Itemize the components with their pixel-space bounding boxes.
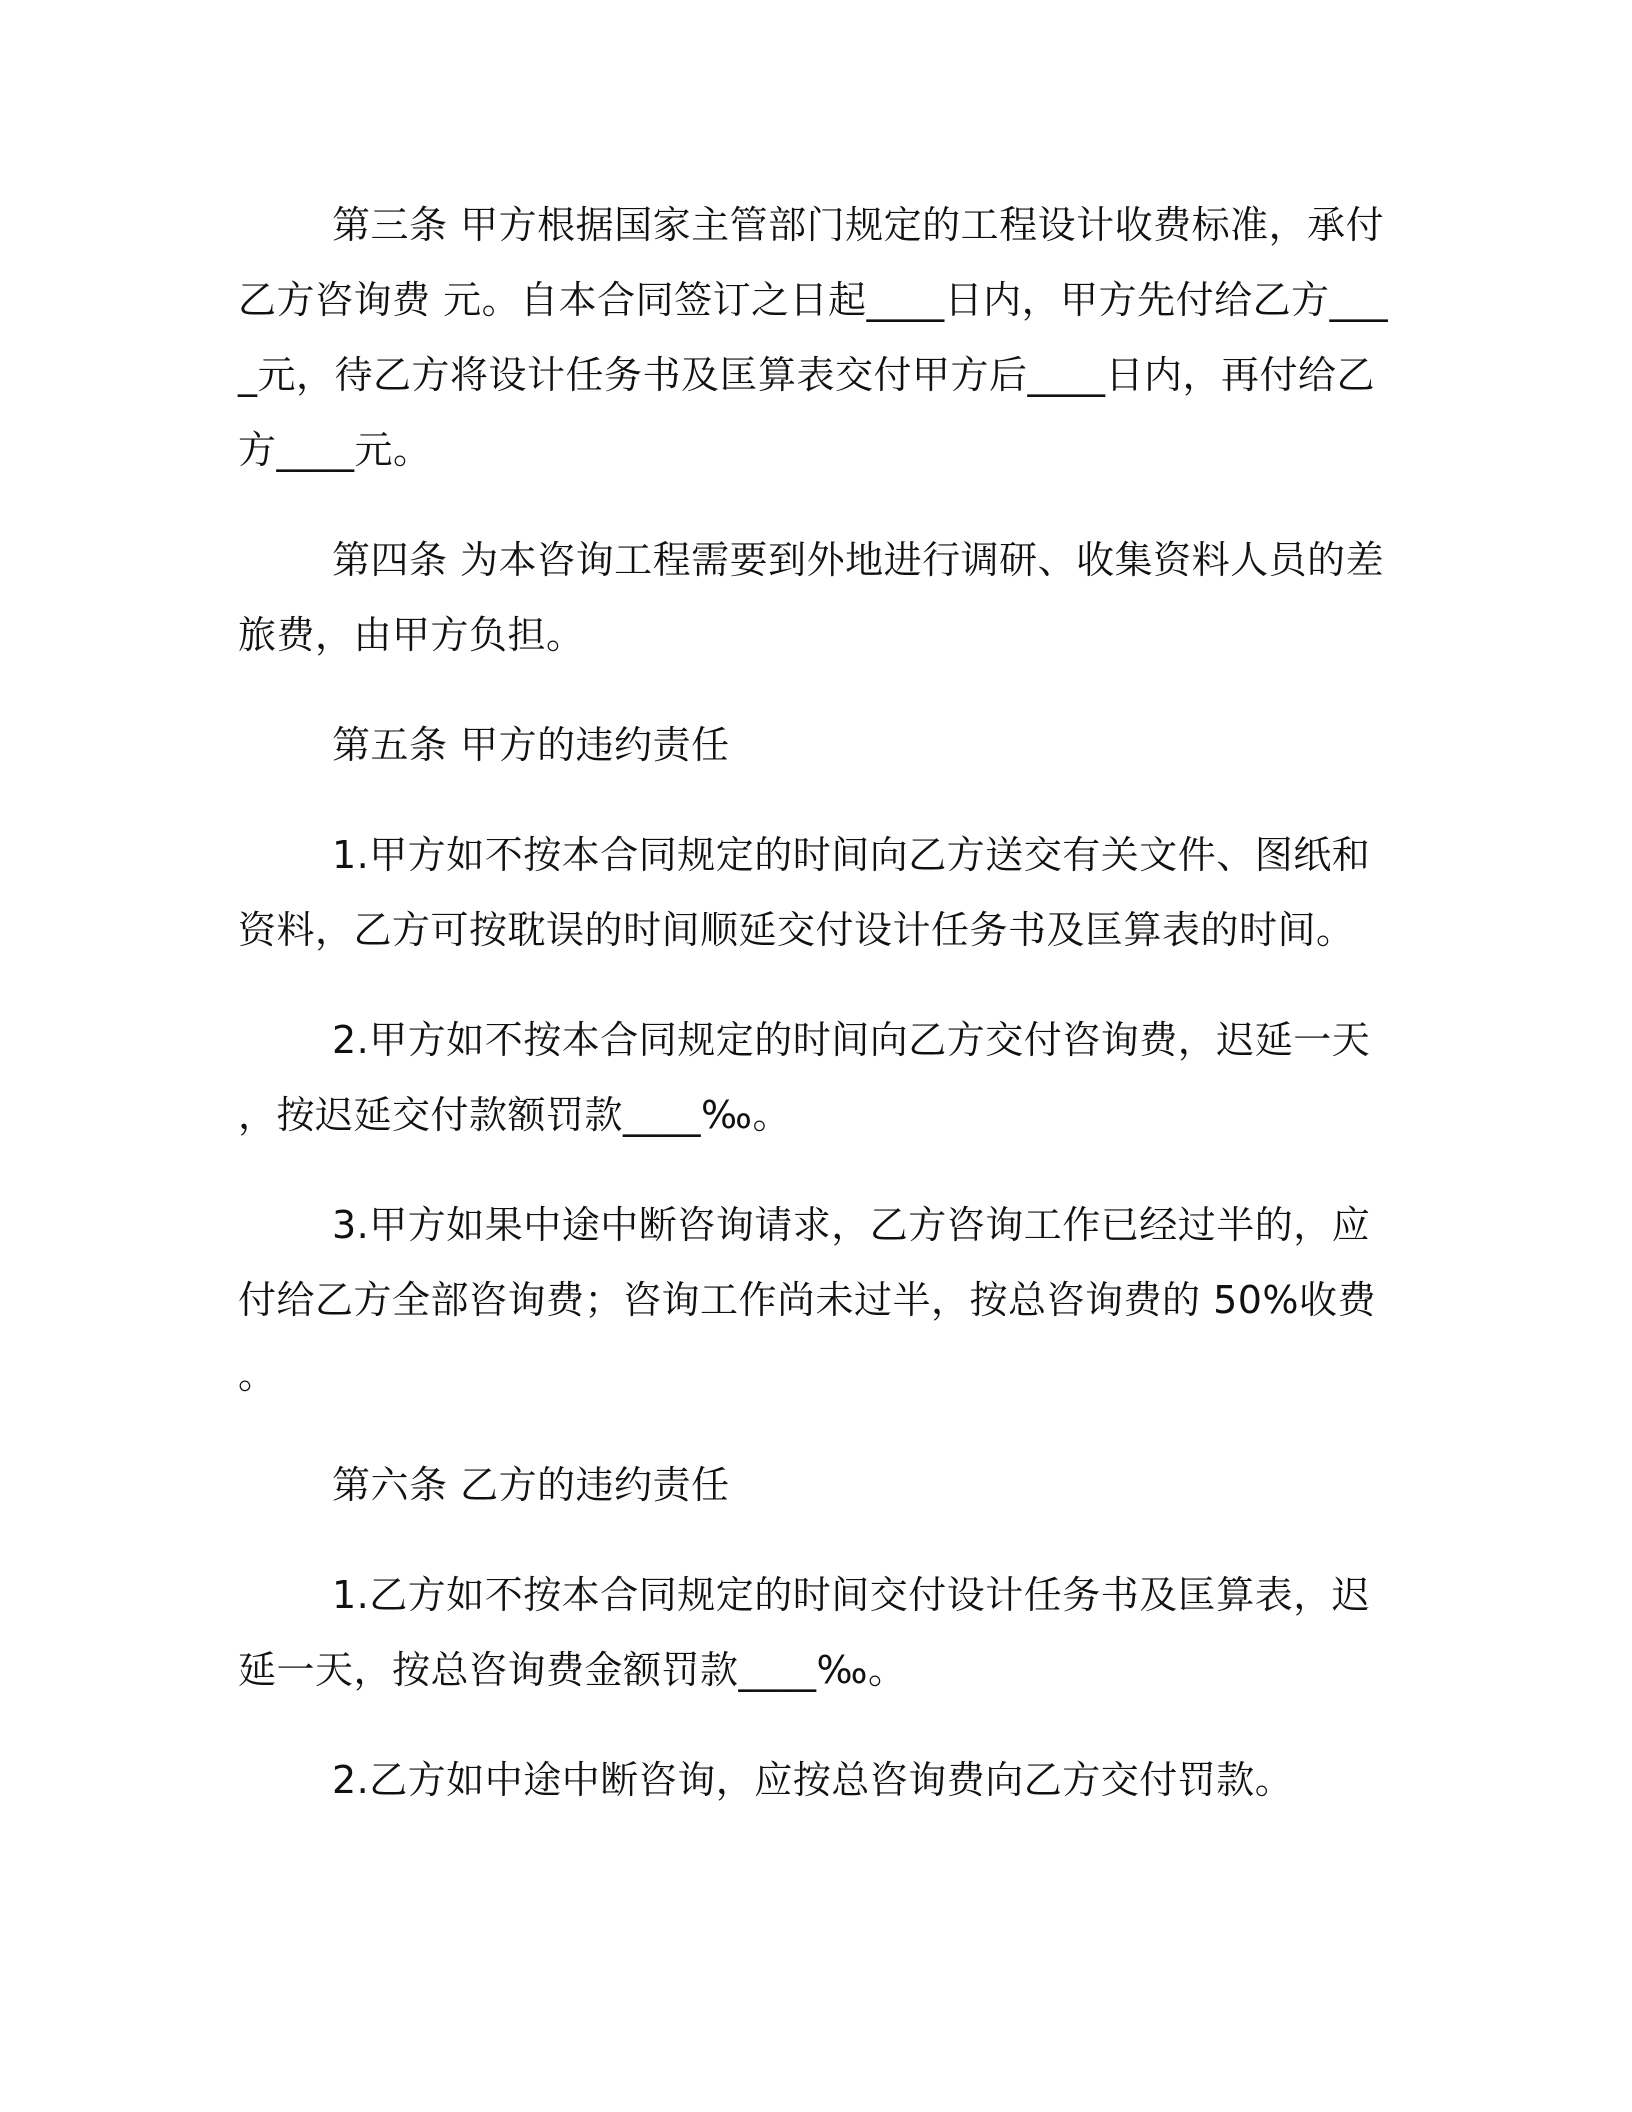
document-body xyxy=(238,188,1398,1818)
clause-6-heading: 第六条 乙方的违约责任 xyxy=(332,1463,730,1507)
clause-3-paragraph: 第三条 甲方根据国家主管部门规定的工程设计收费标准，承付乙方咨询费 元。自本合同签订之日起____日内，甲方先付给乙方____元，待乙方将设计任务书及匡算表交付甲方后____日内，再付给乙方____元。 xyxy=(238,203,1389,472)
clause-5-heading: 第五条 甲方的违约责任 xyxy=(332,723,730,767)
clause-5-item-1: 1.甲方如不按本合同规定的时间向乙方送交有关文件、图纸和资料，乙方可按耽误的时间顺延交付设计任务书及匡算表的时间。 xyxy=(238,833,1371,952)
clause-6-item-1: 1.乙方如不按本合同规定的时间交付设计任务书及匡算表，迟延一天，按总咨询费金额罚款____‰。 xyxy=(238,1573,1371,1692)
clause-5-item-3: 3.甲方如果中途中断咨询请求，乙方咨询工作已经过半的，应付给乙方全部咨询费；咨询工作尚未过半，按总咨询费的 50%收费。 xyxy=(238,1203,1377,1397)
clause-4-paragraph: 第四条 为本咨询工程需要到外地进行调研、收集资料人员的差旅费，由甲方负担。 xyxy=(238,538,1385,657)
clause-5-item-2: 2.甲方如不按本合同规定的时间向乙方交付咨询费，迟延一天，按迟延交付款额罚款____‰。 xyxy=(238,1018,1371,1137)
clause-6-item-2: 2.乙方如中途中断咨询，应按总咨询费向乙方交付罚款。 xyxy=(332,1758,1294,1802)
